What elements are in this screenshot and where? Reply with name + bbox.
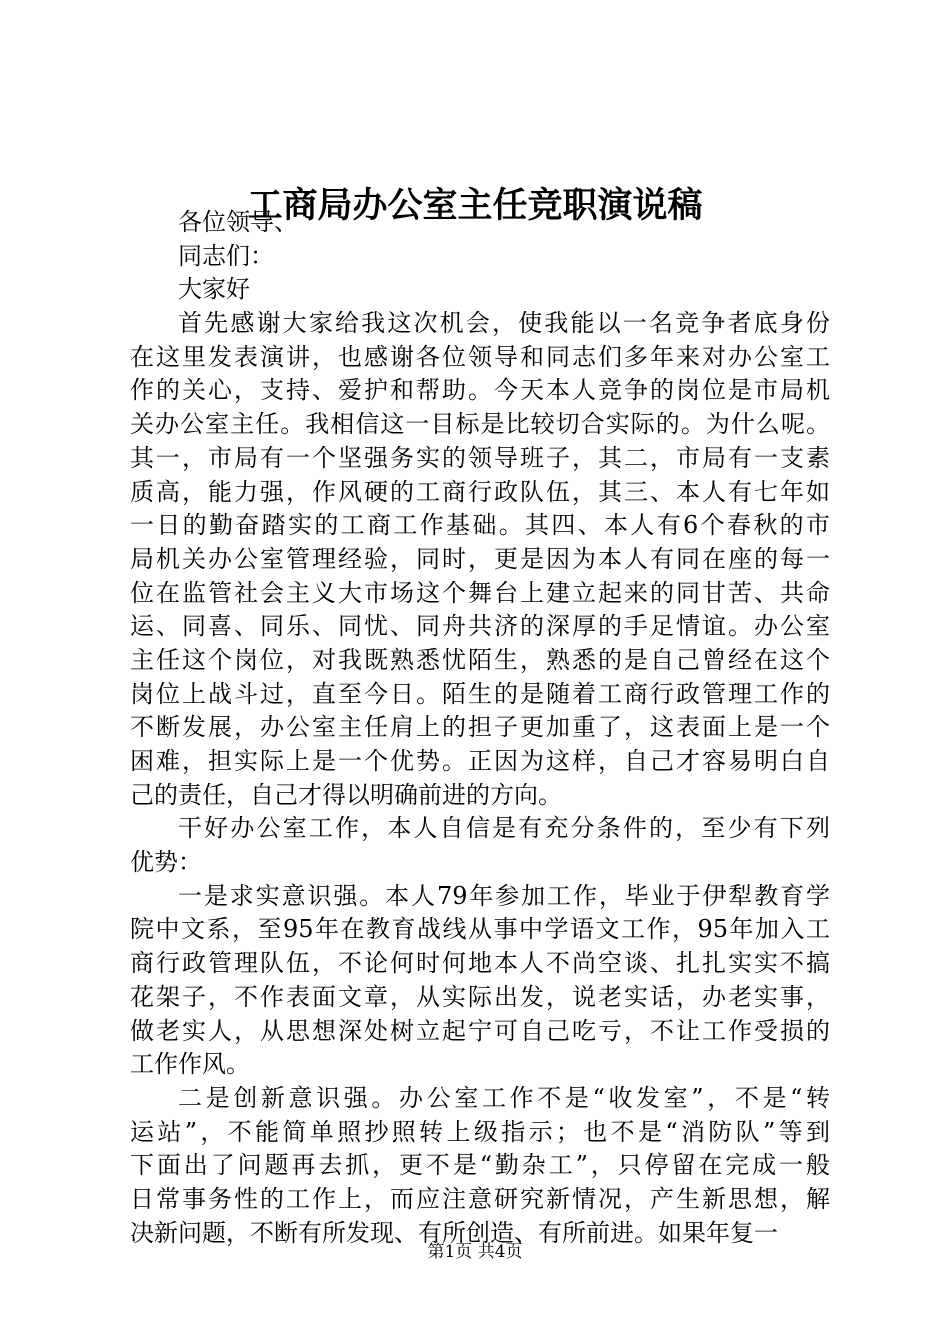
paragraph-line: 位在监管社会主义大市场这个舞台上建立起来的同甘苦、共命	[130, 578, 830, 607]
paragraph-line: 局机关办公室管理经验，同时，更是因为本人有同在座的每一	[130, 544, 830, 573]
paragraph-line: 运、同喜、同乐、同忧、同舟共济的深厚的手足情谊。办公室	[130, 612, 830, 641]
paragraph-line: 运站”，不能简单照抄照转上级指示；也不是“消防队”等到	[130, 1117, 830, 1146]
paragraph-line: 己的责任，自己才得以明确前进的方向。	[130, 780, 562, 809]
paragraph-line: 决新问题，不断有所发现、有所创造、有所前进。如果年复一	[130, 1218, 778, 1247]
paragraph-line: 关办公室主任。我相信这一目标是比较切合实际的。为什么呢。	[130, 410, 830, 439]
document-title: 工商局办公室主任竞职演说稿	[247, 185, 703, 226]
paragraph-line: 干好办公室工作，本人自信是有充分条件的，至少有下列	[178, 814, 830, 843]
paragraph-line: 主任这个岗位，对我既熟悉忧陌生，熟悉的是自己曾经在这个	[130, 645, 830, 674]
paragraph-line: 工作作风。	[130, 1050, 250, 1079]
paragraph-line: 一是求实意识强。本人79年参加工作，毕业于伊犁教育学	[178, 881, 830, 910]
paragraph-line: 不断发展，办公室主任肩上的担子更加重了，这表面上是一个	[130, 713, 830, 742]
paragraph-line: 岗位上战斗过，直至今日。陌生的是随着工商行政管理工作的	[130, 679, 830, 708]
paragraph-line: 日常事务性的工作上，而应注意研究新情况，产生新思想，解	[130, 1184, 830, 1213]
paragraph-line: 商行政管理队伍，不论何时何地本人不尚空谈、扎扎实实不搞	[130, 949, 830, 978]
paragraph-line: 困难，担实际上是一个优势。正因为这样，自己才容易明白自	[130, 747, 830, 775]
document-body	[130, 206, 830, 1250]
paragraph-line: 下面出了问题再去抓，更不是“勤杂工”，只停留在完成一般	[130, 1151, 830, 1180]
paragraph-line: 其一，市局有一个坚强务实的领导班子，其二，市局有一支素	[130, 443, 830, 472]
paragraph-line: 大家好	[178, 275, 250, 304]
paragraph-line: 质高，能力强，作风硬的工商行政队伍，其三、本人有七年如	[130, 477, 830, 506]
paragraph-line: 二是创新意识强。办公室工作不是“收发室”，不是“转	[178, 1083, 830, 1112]
paragraph-line: 做老实人，从思想深处树立起宁可自己吃亏，不让工作受损的	[130, 1016, 830, 1045]
paragraph-line: 院中文系，至95年在教育战线从事中学语文工作，95年加入工	[130, 915, 830, 944]
paragraph-line: 在这里发表演讲，也感谢各位领导和同志们多年来对办公室工	[130, 342, 830, 371]
paragraph-line: 一日的勤奋踏实的工商工作基础。其四、本人有6个春秋的市	[130, 511, 830, 540]
paragraph-line: 优势：	[130, 848, 202, 877]
paragraph-line: 各位领导、	[178, 208, 298, 236]
paragraph-line: 首先感谢大家给我这次机会，使我能以一名竞争者底身份	[178, 309, 830, 338]
paragraph-line: 作的关心，支持、爱护和帮助。今天本人竞争的岗位是市局机	[130, 376, 830, 405]
paragraph-line: 花架子，不作表面文章，从实际出发，说老实话，办老实事，	[130, 982, 830, 1011]
page-footer: 第1页 共4页	[427, 1242, 523, 1262]
paragraph-line: 同志们：	[178, 241, 274, 270]
